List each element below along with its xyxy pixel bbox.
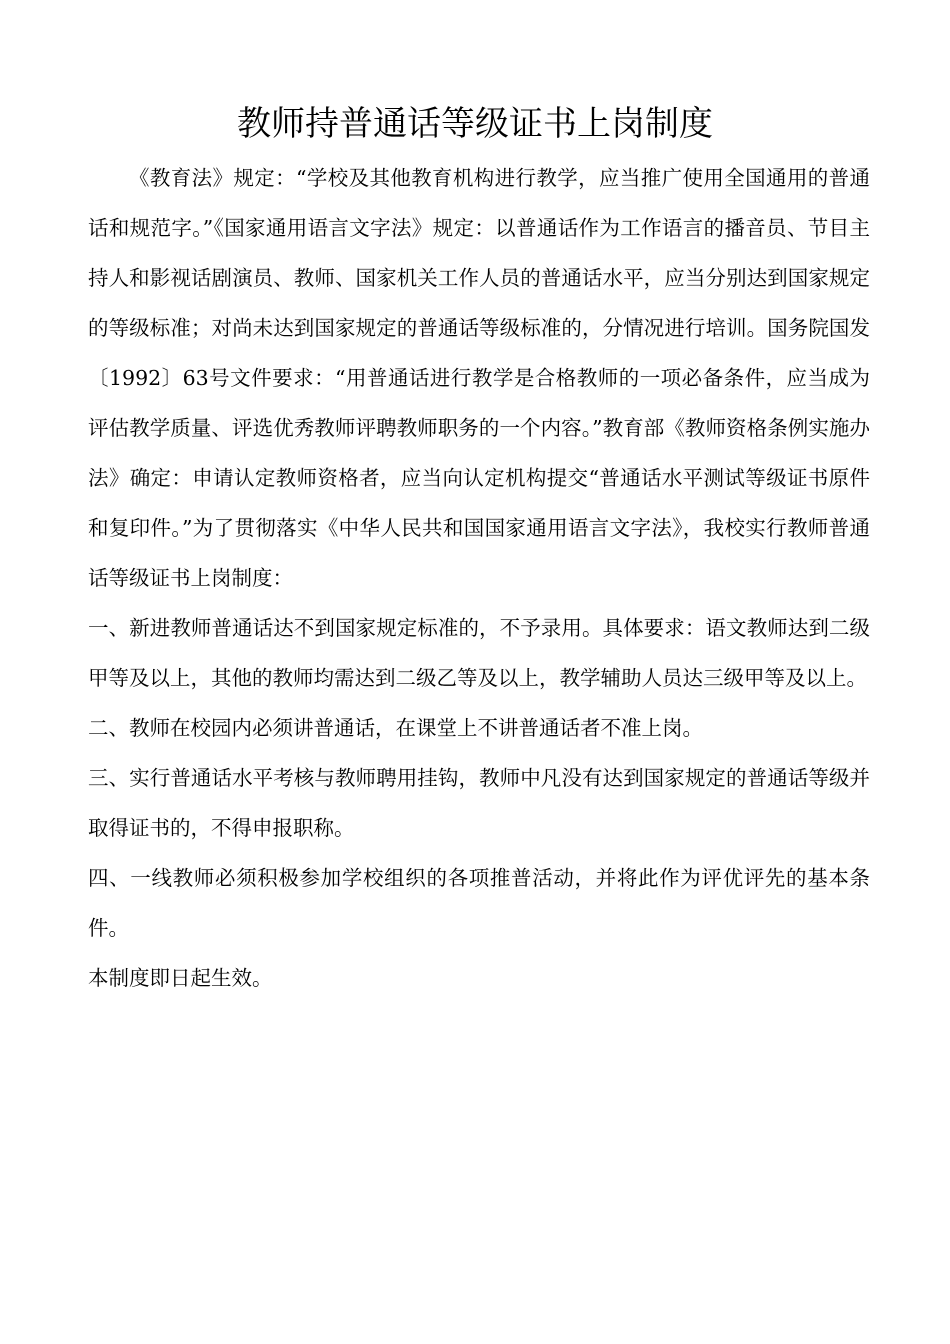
document-title: 教师持普通话等级证书上岗制度 xyxy=(237,104,713,144)
rule-item-3: 三、实行普通话水平考核与教师聘用挂钩，教师中凡没有达到国家规定的普通话等级并取得证书的，不得申报职称。 xyxy=(88,766,870,840)
intro-paragraph: 《教育法》规定：“学校及其他教育机构进行教学，应当推广使用全国通用的普通话和规范字。”《国家通用语言文字法》规定：以普通话作为工作语言的播音员、节目主持人和影视话剧演员、教师、国家机关工作人员的普通话水平，应当分别达到国家规定的等级标准；对尚未达到国家规定的普通话等级标准的，分情况进行培训。国务院国发〔1992〕63号文件要求：“用普通话进行教学是合格教师的一项必备条件，应当成为评估教学质量、评选优秀教师评聘教师职务的一个内容。”教育部《教师资格条例实施办法》确定：申请认定教师资格者，应当向认定机构提交“普通话水平测试等级证书原件和复印件。”为了贯彻落实《中华人民共和国国家通用语言文字法》，我校实行教师普通话等级证书上岗制度： xyxy=(88,166,870,590)
rule-item-2: 二、教师在校园内必须讲普通话，在课堂上不讲普通话者不准上岗。 xyxy=(88,716,703,740)
document-body xyxy=(88,153,870,1003)
rule-item-4: 四、一线教师必须积极参加学校组织的各项推普活动，并将此作为评优评先的基本条件。 xyxy=(88,866,870,940)
closing-paragraph: 本制度即日起生效。 xyxy=(88,966,273,990)
rule-item-1: 一、新进教师普通话达不到国家规定标准的，不予录用。具体要求：语文教师达到二级甲等及以上，其他的教师均需达到二级乙等及以上，教学辅助人员达三级甲等及以上。 xyxy=(88,616,870,690)
